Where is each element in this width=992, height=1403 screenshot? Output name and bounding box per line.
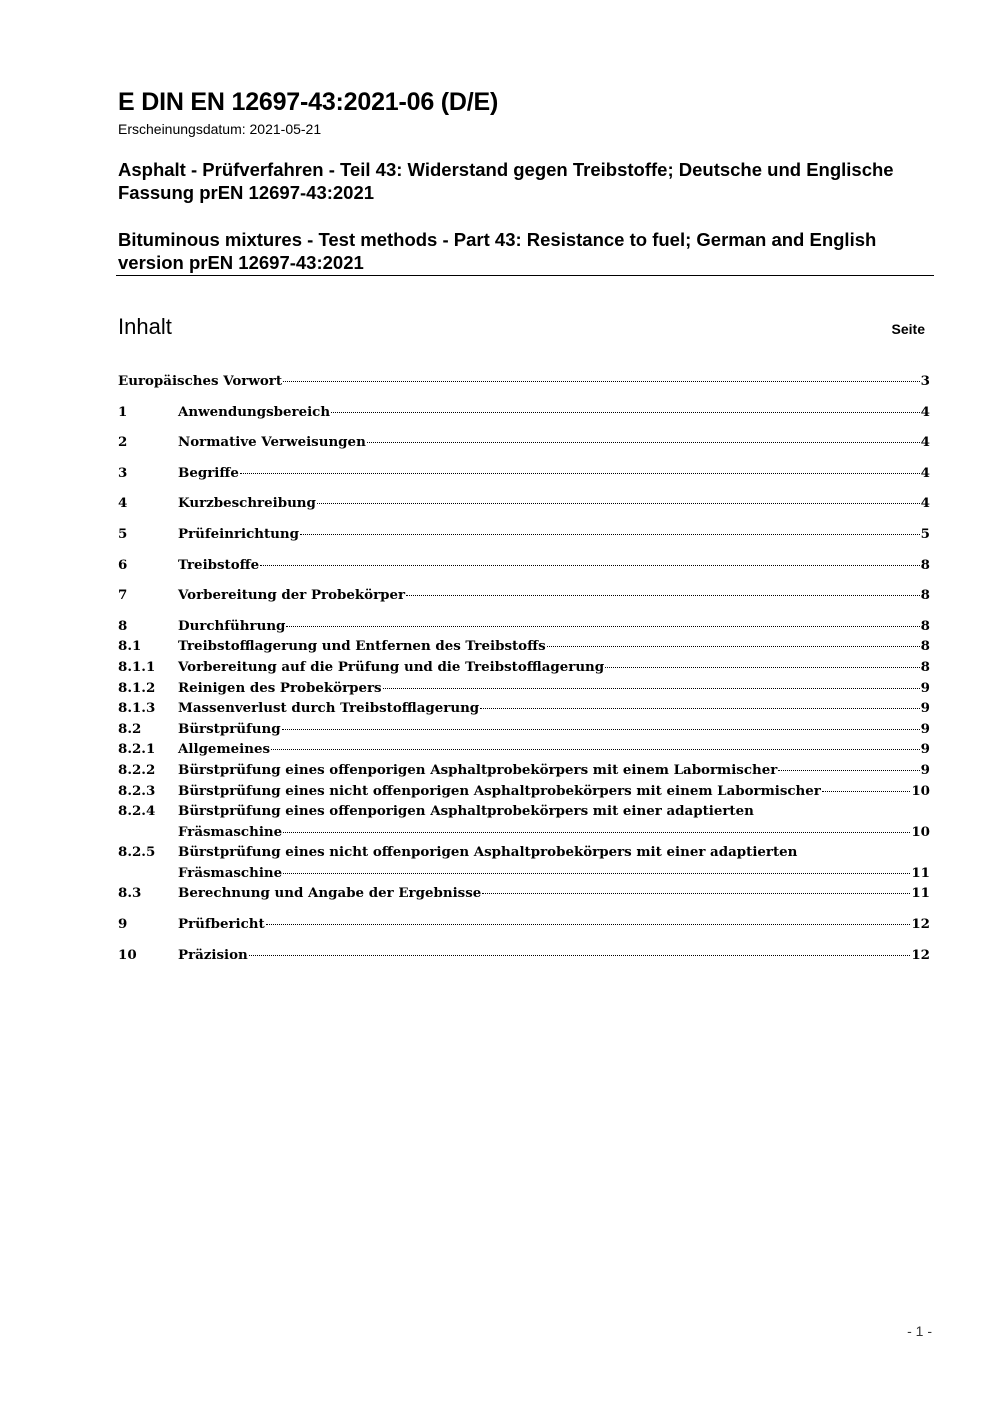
toc-entry[interactable] (118, 493, 930, 514)
toc-entry-number: 9 (118, 916, 128, 933)
toc-entry-title: Begriffe (178, 464, 239, 481)
toc-leader-dots (778, 769, 919, 771)
toc-entry-line (178, 698, 930, 719)
toc-leader-dots (240, 472, 920, 474)
toc-entry-line (178, 719, 930, 740)
toc-entry[interactable] (118, 555, 930, 576)
toc-entry-line (178, 402, 930, 423)
toc-leader-dots (331, 411, 920, 413)
toc-entry-number: 8.2.5 (118, 844, 156, 861)
toc-entry-title: Anwendungsbereich (178, 403, 331, 420)
toc-leader-dots (480, 707, 920, 709)
toc-entry[interactable] (118, 739, 930, 760)
toc-entry-line (178, 781, 930, 802)
toc-entry-line (178, 739, 930, 760)
toc-entry-number: 8.3 (118, 885, 142, 902)
toc-leader-dots (282, 728, 920, 730)
toc-entry-number: 8 (118, 617, 128, 634)
toc-entry-number: 8.1 (118, 638, 142, 655)
toc-entry-title: Normative Verweisungen (178, 434, 366, 451)
toc-entry[interactable] (118, 402, 930, 423)
toc-entry[interactable] (118, 678, 930, 699)
toc-leader-dots (283, 872, 910, 874)
toc-entry-title: Vorbereitung der Probekörper (178, 587, 406, 604)
toc-entry-number: 8.1.1 (118, 658, 156, 675)
toc-entry-page: 4 (920, 464, 930, 481)
toc-entry-line (178, 432, 930, 453)
toc-leader-dots (300, 533, 920, 535)
toc-entry-line (178, 822, 930, 843)
toc-leader-dots (383, 687, 920, 689)
toc-entry-title-line1: Bürstprüfung eines nicht offenporigen Asphaltprobekörpers mit einer adaptierten (178, 844, 798, 861)
toc-entry-page: 11 (911, 864, 930, 881)
toc-entry-page: 8 (920, 587, 930, 604)
toc-entry-page: 10 (911, 823, 930, 840)
table-of-contents (118, 371, 930, 965)
toc-entry-number: 8.1.3 (118, 700, 156, 717)
toc-entry-title: Allgemeines (178, 741, 271, 758)
toc-entry-number: 8.2.2 (118, 761, 156, 778)
toc-entry-title: Reinigen des Probekörpers (178, 679, 382, 696)
toc-entry-number: 2 (118, 434, 128, 451)
page-number: - 1 - (907, 1323, 932, 1339)
toc-entry-line (178, 863, 930, 884)
toc-entry-line (178, 678, 930, 699)
toc-leader-dots (822, 790, 910, 792)
toc-entry-number: 8.1.2 (118, 679, 156, 696)
toc-entry-title: Kurzbeschreibung (178, 495, 316, 512)
header-rule (116, 275, 934, 276)
toc-entry[interactable] (118, 463, 930, 484)
toc-entry-page: 4 (920, 495, 930, 512)
toc-entry-line (178, 493, 930, 514)
toc-entry-line (178, 760, 930, 781)
toc-entry-number: 5 (118, 525, 128, 542)
toc-entry-title: Treibstofflagerung und Entfernen des Treibstoffs (178, 638, 546, 655)
toc-leader-dots (406, 594, 920, 596)
toc-entry[interactable] (118, 371, 930, 392)
toc-entry-title: Bürstprüfung eines offenporigen Asphaltprobekörpers mit einem Labormischer (178, 761, 778, 778)
toc-leader-dots (605, 666, 920, 668)
toc-entry-page: 9 (920, 720, 930, 737)
toc-entry[interactable] (118, 883, 930, 904)
toc-entry-line (178, 524, 930, 545)
toc-leader-dots (547, 645, 920, 647)
toc-entry-page: 9 (920, 761, 930, 778)
toc-entry-page: 9 (920, 741, 930, 758)
toc-entry-title: Fräsmaschine (178, 864, 283, 881)
toc-entry-page: 4 (920, 403, 930, 420)
toc-entry[interactable] (118, 719, 930, 740)
toc-entry-number: 4 (118, 495, 128, 512)
toc-entry-number: 1 (118, 403, 128, 420)
toc-entry-page: 8 (920, 658, 930, 675)
toc-entry-line (178, 463, 930, 484)
toc-entry-title: Bürstprüfung eines nicht offenporigen Asphaltprobekörpers mit einem Labormischer (178, 782, 821, 799)
toc-entry-page: 3 (920, 373, 930, 389)
publication-date: Erscheinungsdatum: 2021-05-21 (118, 121, 322, 137)
toc-entry-title: Prüfbericht (178, 916, 265, 933)
toc-entry[interactable] (118, 801, 930, 842)
toc-entry-title-line1: Bürstprüfung eines offenporigen Asphaltprobekörpers mit einer adaptierten (178, 803, 754, 820)
toc-entry-number: 8.2 (118, 720, 142, 737)
toc-entry-title: Präzision (178, 946, 248, 963)
toc-entry[interactable] (118, 698, 930, 719)
toc-entry[interactable] (118, 432, 930, 453)
toc-entry-title: Treibstoffe (178, 556, 260, 573)
toc-leader-dots (283, 380, 920, 382)
toc-entry-line (178, 636, 930, 657)
toc-leader-dots (283, 831, 910, 833)
toc-entry[interactable] (118, 842, 930, 883)
toc-page-column-label: Seite (891, 321, 925, 337)
toc-entry-page: 12 (911, 946, 930, 963)
toc-entry-title: Europäisches Vorwort (118, 373, 283, 389)
toc-leader-dots (317, 502, 920, 504)
toc-entry-title: Massenverlust durch Treibstofflagerung (178, 700, 480, 717)
toc-entry[interactable] (118, 914, 930, 935)
title-german: Asphalt - Prüfverfahren - Teil 43: Widerstand gegen Treibstoffe; Deutsche und Englische Fassung prEN 12697-43:2021 (118, 159, 894, 203)
toc-entry-number: 7 (118, 587, 128, 604)
toc-leader-dots (249, 954, 911, 956)
toc-entry-line (178, 616, 930, 637)
toc-entry-page: 5 (920, 525, 930, 542)
title-english: Bituminous mixtures - Test methods - Part 43: Resistance to fuel; German and English version prEN 12697-43:2021 (118, 229, 877, 273)
toc-entry-page: 11 (911, 885, 930, 902)
toc-leader-dots (286, 625, 919, 627)
toc-entry-line (178, 914, 930, 935)
toc-entry[interactable] (118, 585, 930, 606)
toc-entry[interactable] (118, 760, 930, 781)
toc-entry-number: 10 (118, 946, 137, 963)
toc-entry-title: Durchführung (178, 617, 286, 634)
toc-leader-dots (260, 564, 919, 566)
toc-entry-title: Bürstprüfung (178, 720, 281, 737)
toc-entry-line (178, 585, 930, 606)
toc-leader-dots (482, 892, 910, 894)
toc-entry-line (118, 371, 930, 392)
toc-entry-page: 8 (920, 556, 930, 573)
toc-entry-page: 4 (920, 434, 930, 451)
toc-entry-page: 9 (920, 700, 930, 717)
toc-entry[interactable] (118, 524, 930, 545)
toc-entry-page: 10 (911, 782, 930, 799)
toc-entry[interactable] (118, 616, 930, 637)
toc-entry-page: 9 (920, 679, 930, 696)
toc-entry-page: 12 (911, 916, 930, 933)
toc-entry-line (178, 883, 930, 904)
toc-entry[interactable] (118, 636, 930, 657)
toc-entry-number: 8.2.4 (118, 803, 156, 820)
toc-entry-number: 6 (118, 556, 128, 573)
toc-entry-page: 8 (920, 638, 930, 655)
toc-entry-line (178, 555, 930, 576)
toc-leader-dots (266, 923, 911, 925)
toc-entry-title: Berechnung und Angabe der Ergebnisse (178, 885, 482, 902)
document-id: E DIN EN 12697-43:2021-06 (D/E) (118, 88, 499, 116)
toc-entry-line (178, 657, 930, 678)
toc-entry[interactable] (118, 781, 930, 802)
toc-entry[interactable] (118, 945, 930, 966)
toc-leader-dots (271, 748, 920, 750)
toc-entry-number: 8.2.3 (118, 782, 156, 799)
toc-entry[interactable] (118, 657, 930, 678)
toc-entry-line (178, 945, 930, 966)
toc-entry-number: 8.2.1 (118, 741, 156, 758)
toc-entry-title: Prüfeinrichtung (178, 525, 300, 542)
toc-entry-title: Fräsmaschine (178, 823, 283, 840)
toc-leader-dots (367, 441, 920, 443)
toc-entry-title: Vorbereitung auf die Prüfung und die Treibstofflagerung (178, 658, 605, 675)
toc-heading: Inhalt (118, 314, 172, 339)
toc-entry-number: 3 (118, 464, 128, 481)
toc-entry-page: 8 (920, 617, 930, 634)
